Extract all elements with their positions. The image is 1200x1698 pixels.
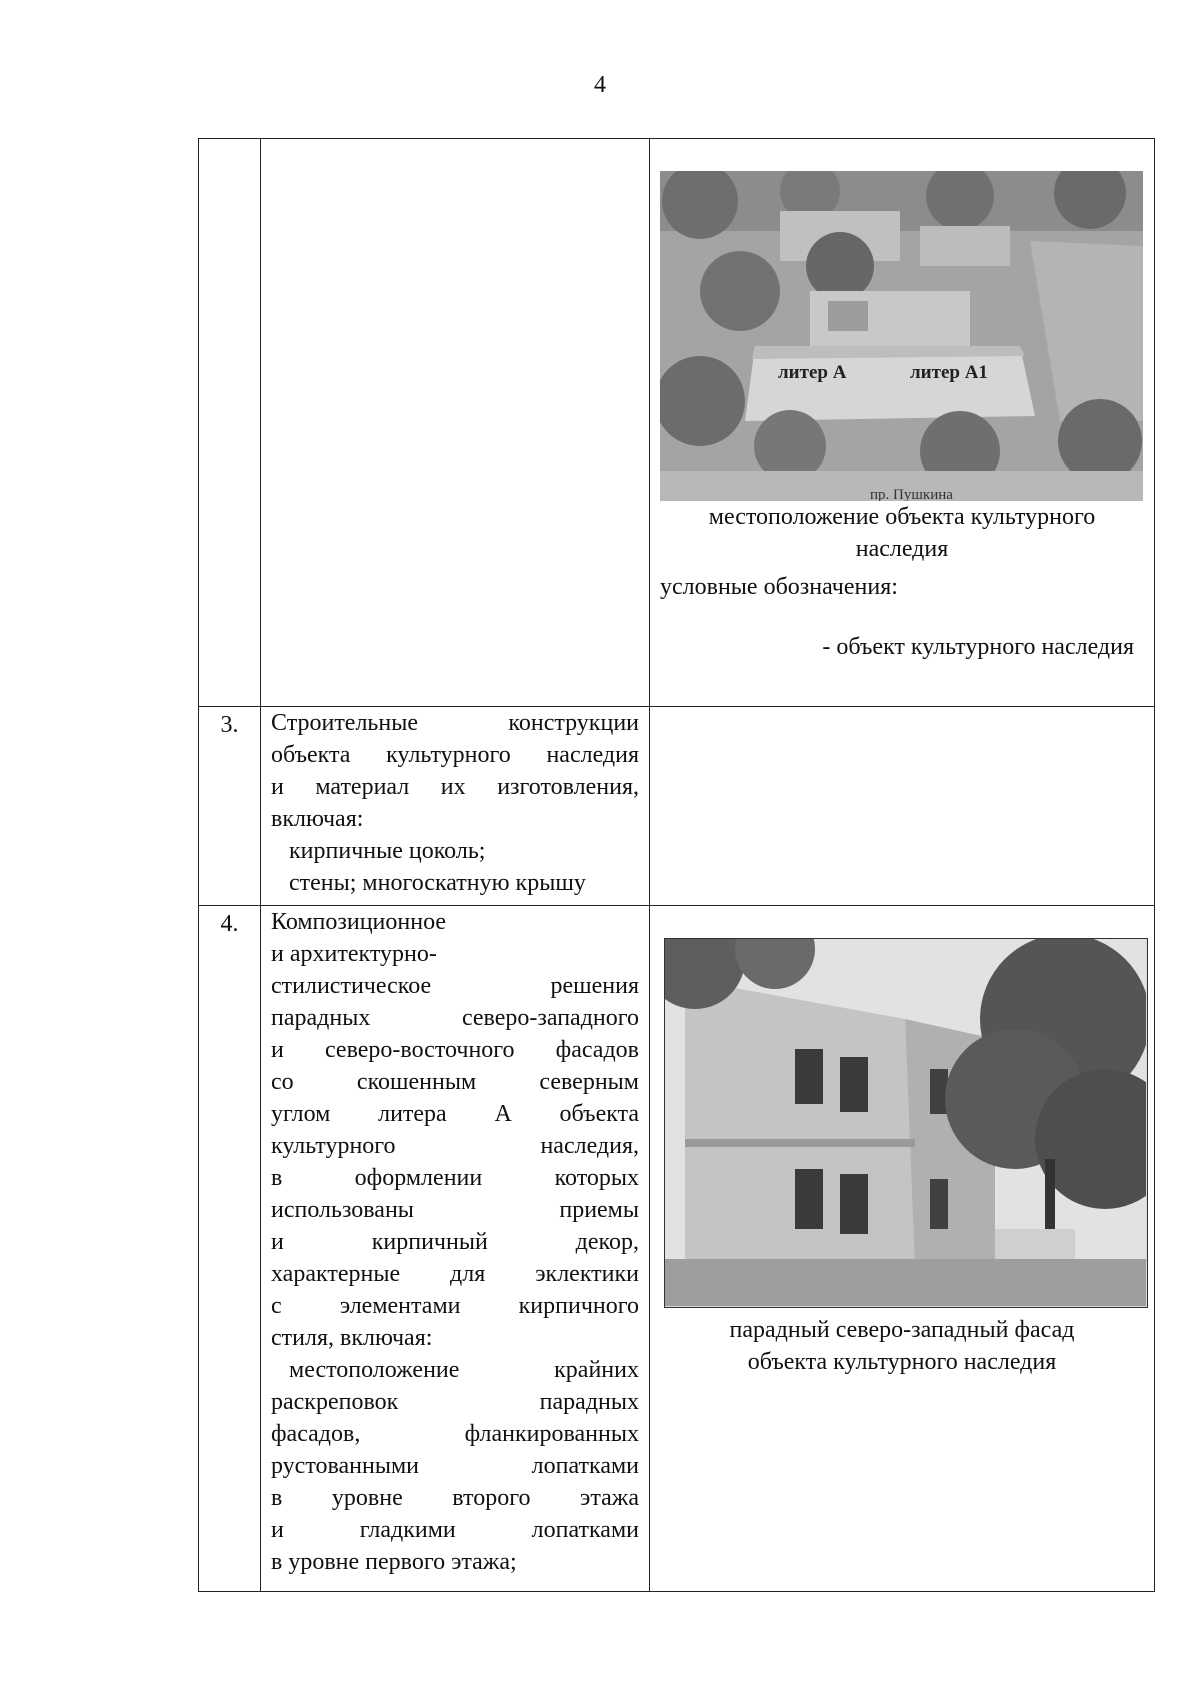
page-number: 4 — [594, 72, 606, 98]
facade-photo-icon — [664, 938, 1148, 1308]
label-liter-a: литер А — [778, 362, 847, 383]
row-number-cell: 3. — [199, 707, 261, 906]
row-number-cell — [199, 139, 261, 707]
image-caption: местоположение объекта культурного наследия — [708, 504, 1096, 562]
image-caption: парадный северо-западный фасад объекта культурного наследия — [729, 1317, 1075, 1375]
legend-title: условные обозначения: — [660, 574, 898, 600]
aerial-photo-icon — [660, 171, 1143, 501]
table-row — [199, 906, 1155, 1592]
row-image-cell — [650, 906, 1155, 1592]
row-image-cell — [650, 707, 1155, 906]
document-table — [198, 138, 1155, 1592]
label-street: пр. Пушкина — [870, 487, 953, 501]
table-row — [199, 707, 1155, 906]
row-description-cell — [261, 139, 650, 707]
row-description-cell: Строительные конструкции объекта культурного наследия и материал их изготовления, включая: кирпичные цоколь; стены; многоскатную крышу — [261, 707, 650, 906]
row-number-cell: 4. — [199, 906, 261, 1592]
legend-item: - объект культурного наследия — [822, 634, 1134, 660]
label-liter-a1: литер А1 — [910, 362, 988, 383]
row-image-cell — [650, 139, 1155, 707]
row-description-cell: Композиционное и архитектурно- стилистическое решения парадных северо-западного и северо-восточного фасадов со скошенным северным углом литера А объекта культурного наследия, в оформлении которых использованы приемы и кирпичный декор, характерные для эклектики с элементами кирпичного стиля, включая: местоположение крайних раскреповок парадных фасадов, фланкированных рустованными лопатками в уровне второго этажа и гладкими лопатками в уровне первого этажа; — [261, 906, 650, 1592]
table-row — [199, 139, 1155, 707]
